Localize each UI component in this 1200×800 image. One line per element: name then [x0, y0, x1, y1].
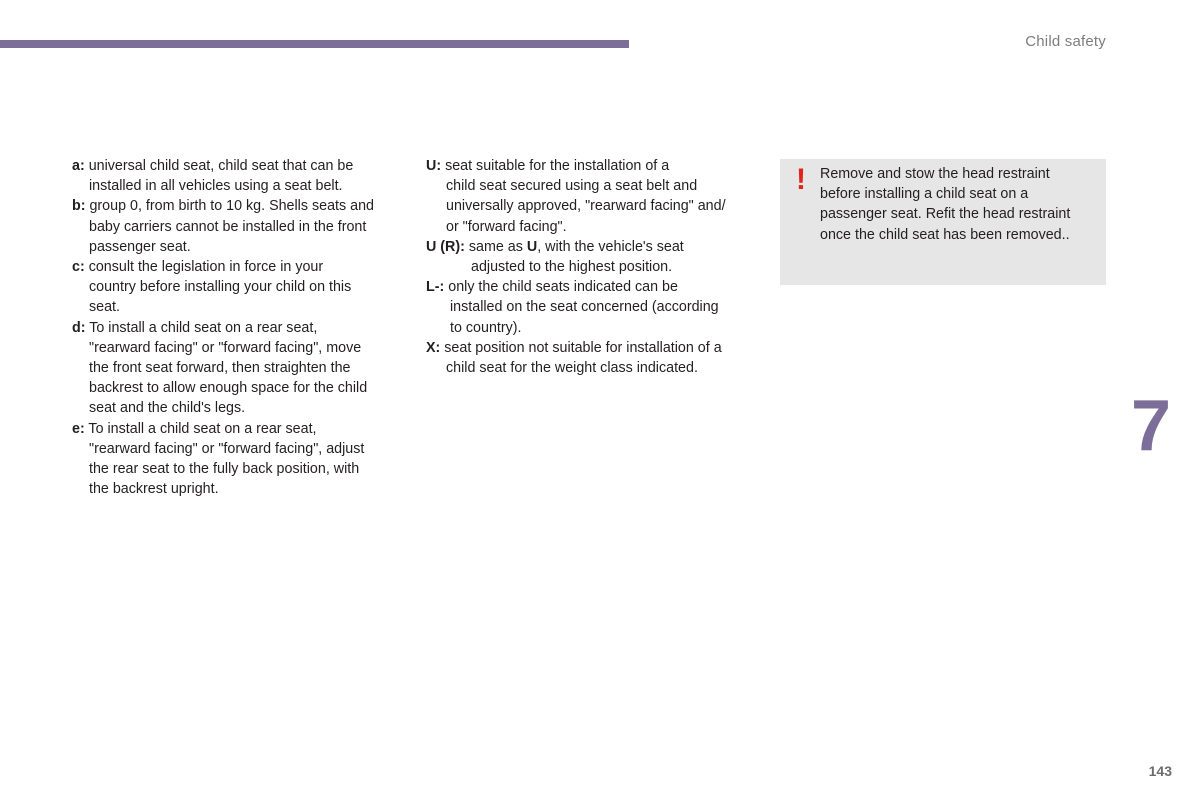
definition-c	[72, 257, 412, 318]
definition-text: To install a child seat on a rear seat,	[85, 319, 318, 336]
definition-text: seat and the child's legs.	[89, 400, 246, 417]
definition-text: child seat for the weight class indicated.	[446, 360, 698, 377]
definition-text: consult the legislation in force in your	[84, 259, 324, 276]
warning-box	[780, 159, 1106, 285]
definition-text: country before installing your child on this	[89, 279, 352, 296]
definition-u	[426, 156, 766, 237]
warning-line: Remove and stow the head restraint	[820, 166, 1050, 182]
definition-text: same as	[464, 238, 527, 255]
definition-text: the backrest upright.	[89, 481, 219, 498]
definition-text: to country).	[450, 319, 522, 336]
definition-e	[72, 419, 412, 500]
term-b: b:	[72, 198, 86, 215]
exclamation-icon: !	[796, 163, 806, 196]
definition-text: universally approved, "rearward facing" and/	[446, 198, 726, 215]
term-a: a:	[72, 158, 85, 174]
definition-text: the rear seat to the fully back position, with	[89, 461, 360, 478]
definition-a	[72, 156, 412, 196]
definition-l	[426, 277, 766, 338]
section-title: Child safety	[1025, 33, 1106, 50]
chapter-number: 7	[1130, 386, 1172, 466]
definition-text: installed in all vehicles using a seat belt.	[89, 178, 343, 195]
warning-line: before installing a child seat on a	[820, 186, 1029, 203]
page-number: 143	[1148, 763, 1172, 779]
definition-text: or "forward facing".	[446, 218, 567, 235]
definition-text: the front seat forward, then straighten the	[89, 360, 351, 377]
term-x: X:	[426, 339, 441, 356]
definition-text: To install a child seat on a rear seat,	[84, 420, 317, 437]
warning-line: once the child seat has been removed..	[820, 226, 1070, 243]
definition-text: baby carriers cannot be installed in the front	[89, 218, 367, 235]
definition-text: universal child seat, child seat that can be	[84, 158, 354, 174]
definition-text: "rearward facing" or "forward facing", move	[89, 339, 362, 356]
definition-text: adjusted to the highest position.	[471, 259, 673, 276]
term-l: L-:	[426, 279, 445, 296]
term-d: d:	[72, 319, 86, 336]
definition-text: "rearward facing" or "forward facing", adjust	[89, 440, 365, 457]
definitions-column-2	[426, 156, 766, 378]
definition-text: installed on the seat concerned (according	[450, 299, 719, 316]
definitions-column-1	[72, 156, 412, 499]
definition-text: child seat secured using a seat belt and	[446, 178, 698, 195]
header-accent-bar	[0, 40, 629, 48]
definition-text: group 0, from birth to 10 kg. Shells seats and	[85, 198, 374, 215]
term-u: U:	[426, 158, 442, 174]
term-u-r: U (R):	[426, 238, 465, 255]
definition-x	[426, 338, 766, 378]
definition-d	[72, 318, 412, 419]
definition-text: passenger seat.	[89, 238, 191, 255]
definition-text: only the child seats indicated can be	[444, 279, 678, 296]
term-e: e:	[72, 420, 85, 437]
definition-text: , with the vehicle's seat	[537, 238, 684, 255]
term-c: c:	[72, 259, 85, 276]
definition-text: backrest to allow enough space for the child	[89, 380, 368, 397]
definition-text: seat.	[89, 299, 120, 316]
definition-text: seat suitable for the installation of a	[441, 158, 670, 174]
inline-term-u: U	[526, 238, 538, 255]
warning-text	[820, 164, 1100, 245]
warning-line: passenger seat. Refit the head restraint	[820, 206, 1071, 223]
definition-text: seat position not suitable for installation of a	[440, 339, 722, 356]
definition-u-r	[426, 237, 766, 277]
definition-b	[72, 196, 412, 257]
